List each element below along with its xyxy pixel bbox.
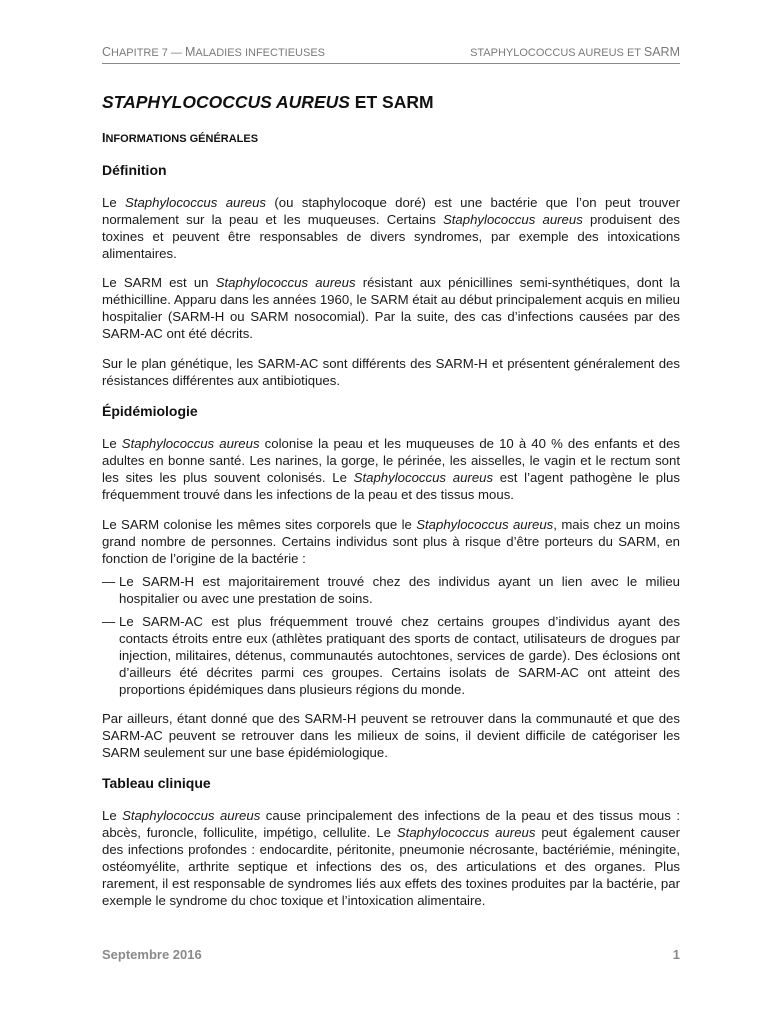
list-item-sarm-h: — Le SARM-H est majoritairement trouvé chez des individus ayant un lien avec le milieu hospitalier ou avec une prestation de soins. [102,574,680,606]
page-number: 1 [672,947,680,962]
running-topic: STAPHYLOCOCCUS AUREUS ET SARM [470,45,680,59]
list-item-sarm-ac: — Le SARM-AC est plus fréquemment trouvé chez certains groupes d’individus ayant des contacts étroits entre eux (athlètes pratiquant des sports de contact, utilisateurs de drogues par injection, militaires, détenus, communautés autochtones, services de garde). Des éclosions ont d’ailleurs été décrites parmi ces groupes. Certains isolats de SARM-AC ont atteint des proportions épidémiques dans plusieurs régions du monde. [102,614,680,697]
document-title: STAPHYLOCOCCUS AUREUS ET SARM [102,92,434,112]
heading-epidemiologie: Épidémiologie [102,403,198,419]
paragraph-epidemiologie-1: Le Staphylococcus aureus colonise la peau et les muqueuses de 10 à 40 % des enfants et des adultes en bonne santé. Les narines, la gorge, le périnée, les aisselles, le vagin et le rectum sont les sites les plus souvent colonisés. Le Staphylococcus aureus est l’agent pathogène le plus fréquemment trouvé dans les infections de la peau et des tissus mous. [102,436,680,502]
page-footer [102,947,680,962]
paragraph-epidemiologie-2: Le SARM colonise les mêmes sites corporels que le Staphylococcus aureus, mais chez un moins grand nombre de personnes. Certains individus sont plus à risque d’être porteurs du SARM, en fonction de l’origine de la bactérie : [102,517,680,566]
heading-definition: Définition [102,162,167,178]
dash-marker: — [102,614,116,629]
footer-date: Septembre 2016 [102,947,202,962]
heading-tableau-clinique: Tableau clinique [102,775,211,791]
dash-marker: — [102,574,116,589]
section-label: INFORMATIONS GÉNÉRALES [102,131,259,145]
running-header [102,45,680,64]
paragraph-tableau-clinique: Le Staphylococcus aureus cause principalement des infections de la peau et des tissus mous : abcès, furoncle, folliculite, impétigo, cellulite. Le Staphylococcus aureus peut également causer des infections profondes : endocardite, péritonite, pneumonie nécrosante, bactériémie, méningite, ostéomyélite, arthrite septique et infections des os, des articulations et des organes. Plus rarement, il est responsable de syndromes liés aux effets des toxines produites par la bactérie, par exemple le syndrome du choc toxique et l’intoxication alimentaire. [102,808,680,908]
chapter-title: CHAPITRE 7 — MALADIES INFECTIEUSES [102,45,326,59]
paragraph-epidemiologie-3: Par ailleurs, étant donné que des SARM-H peuvent se retrouver dans la communauté et que des SARM-AC peuvent se retrouver dans les milieux de soins, il devient difficile de catégoriser les SARM seulement sur une base épidémiologique. [102,711,680,760]
paragraph-definition-3: Sur le plan génétique, les SARM-AC sont différents des SARM-H et présentent généralement des résistances différentes aux antibiotiques. [102,356,680,388]
paragraph-definition-2: Le SARM est un Staphylococcus aureus résistant aux pénicillines semi-synthétiques, dont la méthicilline. Apparu dans les années 1960, le SARM était au début principalement acquis en milieu hospitalier (SARM-H ou SARM nosocomial). Par la suite, des cas d’infections causées par des SARM-AC ont été décrits. [102,275,681,341]
paragraph-definition-1: Le Staphylococcus aureus (ou staphylocoque doré) est une bactérie que l’on peut trouver normalement sur la peau et les muqueuses. Certains Staphylococcus aureus produisent des toxines et peuvent être responsables de divers syndromes, par exemple des intoxications alimentaires. [102,195,680,261]
